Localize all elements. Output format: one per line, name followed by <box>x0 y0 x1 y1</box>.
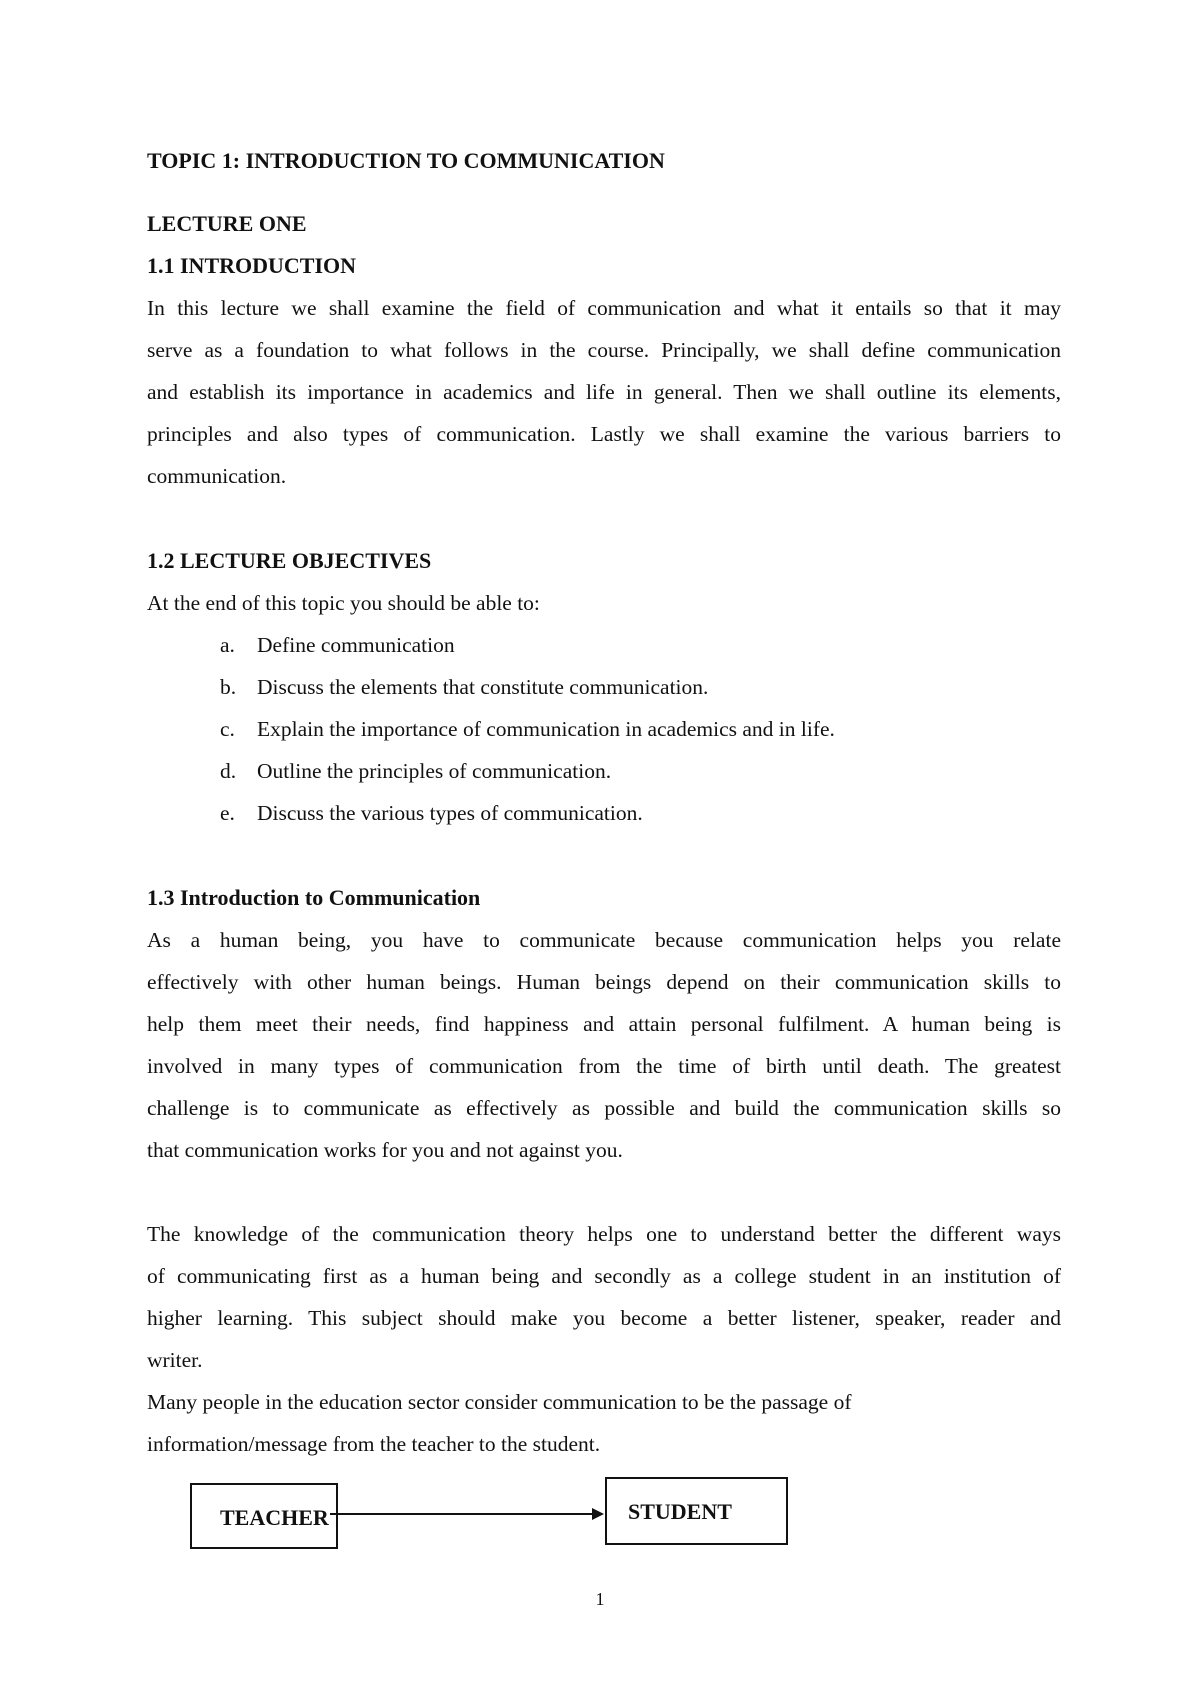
section-heading-introduction: 1.1 INTRODUCTION <box>147 253 357 278</box>
paragraph-line: communication. <box>147 464 287 488</box>
teacher-box <box>190 1483 338 1549</box>
list-item: Discuss the various types of communication. <box>257 801 643 825</box>
teacher-label: TEACHER <box>220 1505 329 1530</box>
paragraph-line: serve as a foundation to what follows in the course. Principally, we shall define communication <box>147 338 1061 362</box>
paragraph-line: writer. <box>147 1348 203 1372</box>
paragraph-line: As a human being, you have to communicate because communication helps you relate <box>147 928 1061 952</box>
list-item: Explain the importance of communication in academics and in life. <box>257 717 835 741</box>
paragraph-line: effectively with other human beings. Human beings depend on their communication skills to <box>147 970 1061 994</box>
section-heading-objectives: 1.2 LECTURE OBJECTIVES <box>147 548 432 573</box>
page-number: 1 <box>595 1589 605 1609</box>
list-item-marker: d. <box>220 759 237 783</box>
paragraph-line: information/message from the teacher to the student. <box>147 1432 601 1456</box>
paragraph-line: help them meet their needs, find happiness and attain personal fulfilment. A human being is <box>147 1012 1061 1036</box>
list-item: Discuss the elements that constitute communication. <box>257 675 709 699</box>
list-item-marker: e. <box>220 801 235 825</box>
section-heading-intro-communication: 1.3 Introduction to Communication <box>147 885 481 910</box>
list-item: Outline the principles of communication. <box>257 759 612 783</box>
paragraph-line: involved in many types of communication from the time of birth until death. The greatest <box>147 1054 1061 1078</box>
arrow-icon <box>330 1500 610 1530</box>
topic-title: TOPIC 1: INTRODUCTION TO COMMUNICATION <box>147 148 665 173</box>
list-item-marker: a. <box>220 633 235 657</box>
paragraph-line: The knowledge of the communication theory helps one to understand better the different ways <box>147 1222 1061 1246</box>
paragraph-line: Many people in the education sector consider communication to be the passage of <box>147 1390 852 1414</box>
paragraph-line: principles and also types of communication. Lastly we shall examine the various barriers to <box>147 422 1061 446</box>
paragraph-line: of communicating first as a human being and secondly as a college student in an institution of <box>147 1264 1061 1288</box>
list-item-marker: c. <box>220 717 235 741</box>
list-item: Define communication <box>257 633 455 657</box>
student-box <box>605 1477 788 1545</box>
list-item-marker: b. <box>220 675 237 699</box>
paragraph-line: and establish its importance in academics and life in general. Then we shall outline its elements, <box>147 380 1061 404</box>
student-label: STUDENT <box>628 1499 732 1524</box>
paragraph-line: that communication works for you and not against you. <box>147 1138 623 1162</box>
paragraph-line: higher learning. This subject should make you become a better listener, speaker, reader and <box>147 1306 1061 1330</box>
paragraph-line: challenge is to communicate as effectively as possible and build the communication skills so <box>147 1096 1061 1120</box>
lecture-label: LECTURE ONE <box>147 211 307 236</box>
objectives-intro: At the end of this topic you should be able to: <box>147 591 540 615</box>
paragraph-line: In this lecture we shall examine the field of communication and what it entails so that it may <box>147 296 1061 320</box>
